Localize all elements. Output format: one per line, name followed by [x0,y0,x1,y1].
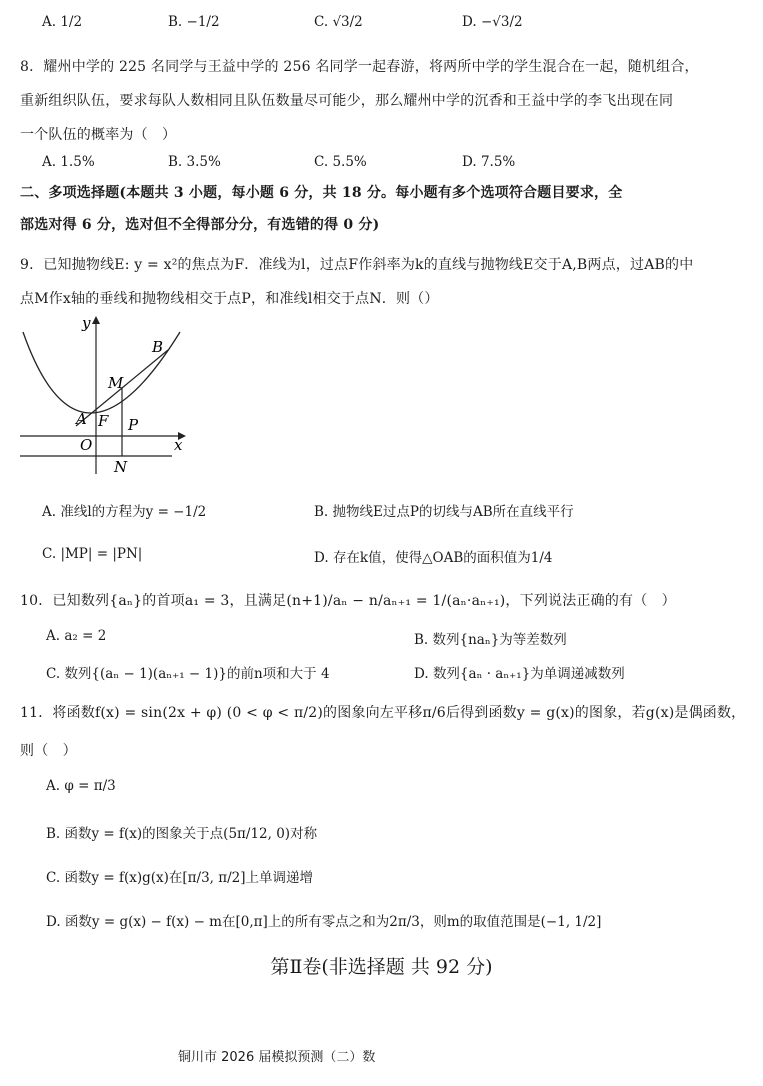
section-2-desc-1: (本题共 3 小题，每小题 6 分，共 18 分。每小题有多个选项符合题目要求，全 [119,185,623,201]
q9-line-2: 点M作x轴的垂线和抛物线相交于点P，和准线l相交于点N．则（） [20,291,439,307]
label-f: F [98,412,109,430]
q8-line-1: 8．耀州中学的 225 名同学与王益中学的 256 名同学一起春游，将两所中学的学生混合在一起，随机组合， [20,59,699,75]
page-footer: 铜川市 2026 届模拟预测（二）数 [178,1050,376,1065]
label-x: x [174,436,183,454]
q11-option-b: B. 函数y = f(x)的图象关于点(5π/12, 0)对称 [46,826,318,842]
q11-line-2: 则（ ） [20,743,77,759]
q7-option-c: C. √3/2 [314,14,363,30]
q8-option-d: D. 7.5% [462,154,516,170]
label-m: M [108,374,124,392]
q10-option-b: B. 数列{naₙ}为等差数列 [414,632,567,648]
q11-option-d: D. 函数y = g(x) − f(x) − m在[0,π]上的所有零点之和为2π/3，则m的取值范围是(−1, 1/2] [46,914,602,930]
label-y: y [82,314,91,332]
q7-option-b: B. −1/2 [168,14,220,30]
q10-option-a: A. a₂ = 2 [46,628,107,644]
section-2-header [20,182,622,202]
q9-option-b: B. 抛物线E过点P的切线与AB所在直线平行 [314,504,574,520]
section-2-desc-2: 部选对得 6 分，选对但不全得部分分，有选错的得 0 分) [20,217,380,233]
q8-line-3: 一个队伍的概率为（ ） [20,127,177,143]
y-axis-arrow [92,316,100,324]
q9-option-d: D. 存在k值，使得△OAB的面积值为1/4 [314,550,553,566]
label-b: B [152,338,164,356]
q7-option-d: D. −√3/2 [462,14,523,30]
label-p: P [128,416,139,434]
q7-option-a: A. 1/2 [42,14,83,30]
section-2-title: 二、多项选择题 [20,185,120,201]
volume-2-title: 第Ⅱ卷(非选择题 共 92 分) [270,956,493,978]
q10-option-c: C. 数列{(aₙ − 1)(aₙ₊₁ − 1)}的前n项和大于 4 [46,666,330,682]
q8-option-a: A. 1.5% [42,154,95,170]
q11-option-a: A. φ = π/3 [46,778,116,794]
q8-line-2: 重新组织队伍，要求每队人数相同且队伍数量尽可能少，那么耀州中学的沉香和王益中学的李飞出现在同 [20,93,674,109]
q8-option-b: B. 3.5% [168,154,221,170]
q9-option-c: C. |MP| = |PN| [42,546,143,562]
q11-option-c: C. 函数y = f(x)g(x)在[π/3, π/2]上单调递增 [46,870,314,886]
q10-option-d: D. 数列{aₙ · aₙ₊₁}为单调递减数列 [414,666,625,682]
q9-parabola-figure [18,314,190,480]
label-a: A [76,410,87,428]
q10-line: 10．已知数列{aₙ}的首项a₁ = 3，且满足(n+1)/aₙ − n/aₙ₊₁ = 1/(aₙ·aₙ₊₁)，下列说法正确的有（ ） [20,593,676,609]
q8-option-c: C. 5.5% [314,154,367,170]
q11-line-1: 11．将函数f(x) = sin(2x + φ) (0 < φ < π/2)的图象向左平移π/6后得到函数y = g(x)的图象，若g(x)是偶函数， [20,705,746,721]
label-n: N [114,458,128,476]
q9-line-1: 9．已知抛物线E: y = x²的焦点为F．准线为l，过点F作斜率为k的直线与抛物线E交于A,B两点，过AB的中 [20,257,694,273]
label-o: O [80,436,93,454]
q9-option-a: A. 准线l的方程为y = −1/2 [42,504,207,520]
